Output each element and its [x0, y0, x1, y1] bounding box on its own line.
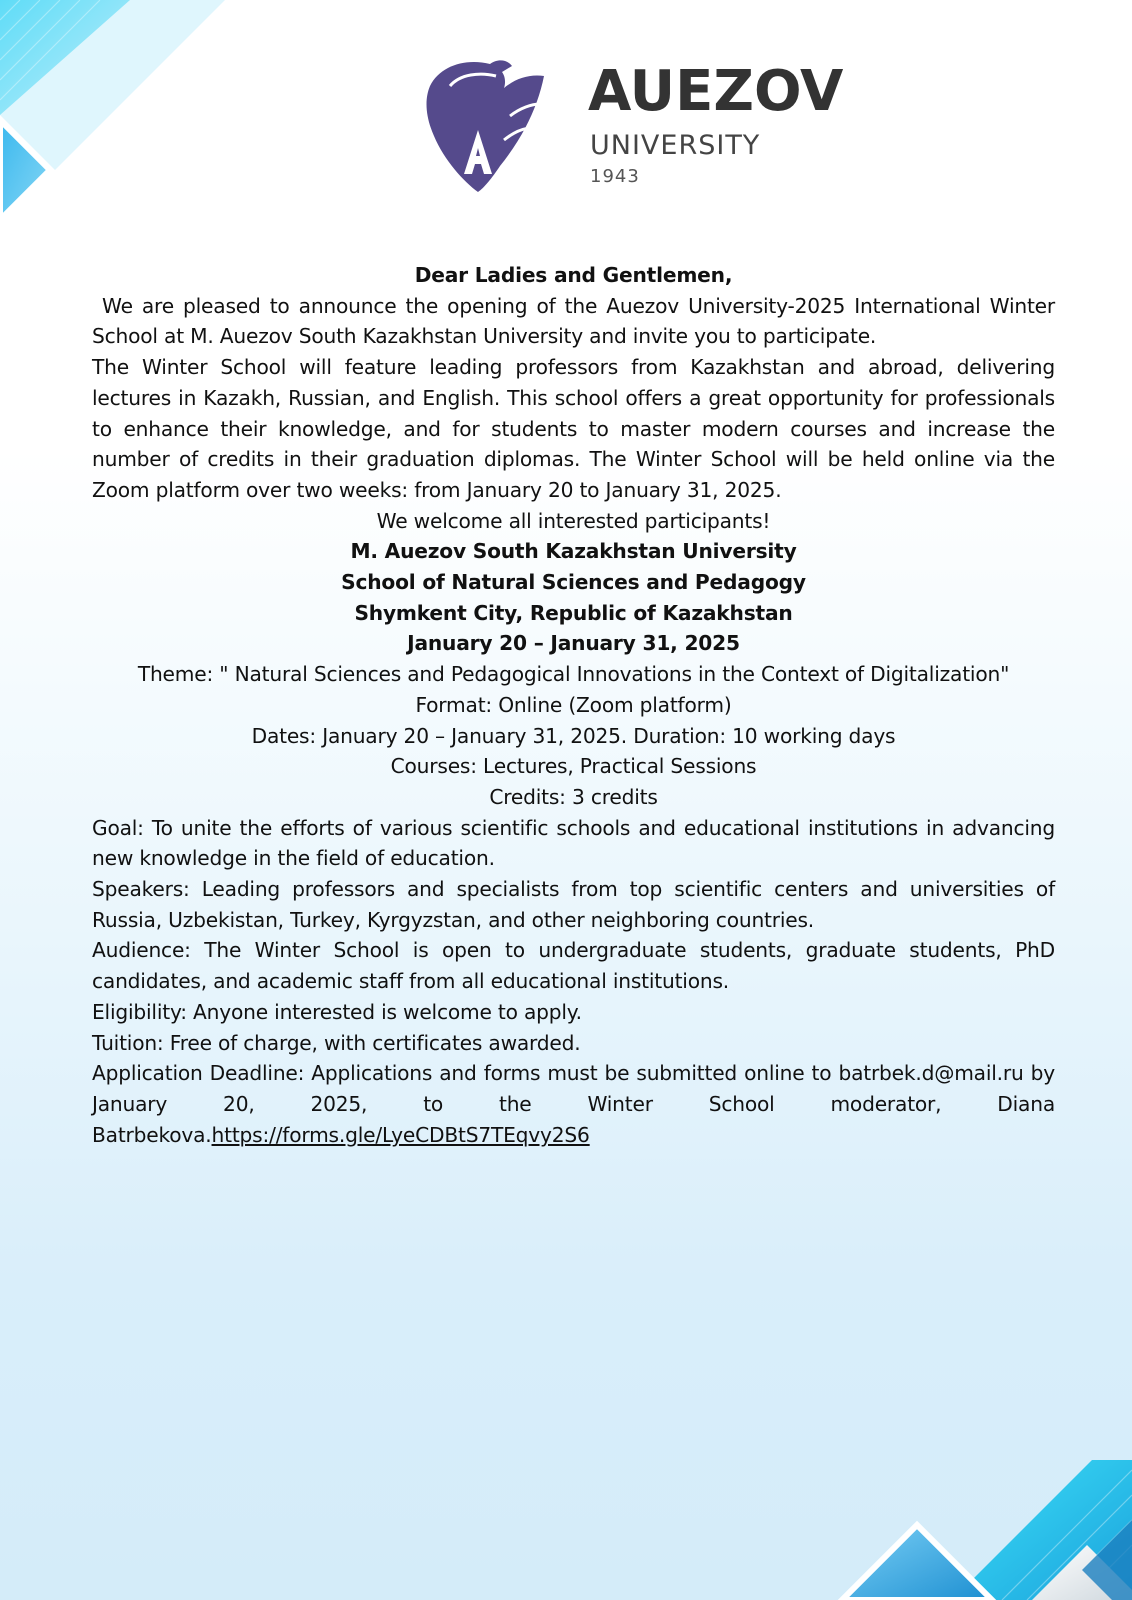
corner-decoration-bottom-right	[832, 1420, 1132, 1600]
application-form-link[interactable]: https://forms.gle/LyeCDBtS7TEqvy2S6	[211, 1122, 590, 1147]
deadline-paragraph	[92, 1058, 1055, 1150]
logo-year: 1943	[590, 166, 640, 187]
tuition-line: Tuition: Free of charge, with certificates awarded.	[92, 1030, 581, 1055]
eligibility-line: Eligibility: Anyone interested is welcome to apply.	[92, 999, 582, 1024]
university-logo	[420, 52, 844, 202]
theme-line: Theme: " Natural Sciences and Pedagogical Innovations in the Context of Digitalization"	[137, 662, 1010, 687]
corner-decoration-top-left	[0, 0, 240, 230]
logo-wordmark: AUEZOV	[588, 59, 844, 124]
format-line: Format: Online (Zoom platform)	[415, 692, 732, 717]
greeting: Dear Ladies and Gentlemen,	[414, 263, 733, 287]
description-paragraph: The Winter School will feature leading professors from Kazakhstan and abroad, delivering lectures in Kazakh, Russian, and English. This school offers a great opportunity for professionals to enhance their knowledge, and for students to master modern courses and increase the number of credits in their graduation diplomas. The Winter School will be held online via the Zoom platform over two weeks: from January 20 to January 31, 2025.	[92, 355, 1055, 502]
welcome-line: We welcome all interested participants!	[376, 508, 771, 533]
logo-subtitle: UNIVERSITY	[590, 130, 761, 161]
dates-line: Dates: January 20 – January 31, 2025. Duration: 10 working days	[251, 723, 896, 748]
courses-line: Courses: Lectures, Practical Sessions	[390, 754, 757, 779]
credits-line: Credits: 3 credits	[489, 784, 658, 809]
goal-paragraph: Goal: To unite the efforts of various scientific schools and educational institutions in advancing new knowledge in the field of education.	[92, 815, 1055, 871]
letter-body	[92, 260, 1055, 1150]
deadline-text: Application Deadline: Applications and forms must be submitted online to batrbek.d@mail.ru by January 20, 2025, to the Winter School moderator, Diana Batrbekova.	[92, 1061, 1055, 1147]
speakers-paragraph: Speakers: Leading professors and specialists from top scientific centers and universities of Russia, Uzbekistan, Turkey, Kyrgyzstan, and other neighboring countries.	[92, 877, 1055, 932]
university-name: M. Auezov South Kazakhstan University	[350, 539, 797, 564]
dates-heading: January 20 – January 31, 2025	[407, 631, 740, 656]
school-name: School of Natural Sciences and Pedagogy	[341, 570, 806, 595]
audience-paragraph: Audience: The Winter School is open to undergraduate students, graduate students, PhD candidates, and academic staff from all educational institutions.	[92, 938, 1055, 994]
eagle-shield-emblem	[420, 56, 560, 196]
intro-paragraph: We are pleased to announce the opening of the Auezov University-2025 International Winter School at M. Auezov South Kazakhstan University and invite you to participate.	[92, 293, 1055, 349]
location: Shymkent City, Republic of Kazakhstan	[354, 600, 793, 625]
